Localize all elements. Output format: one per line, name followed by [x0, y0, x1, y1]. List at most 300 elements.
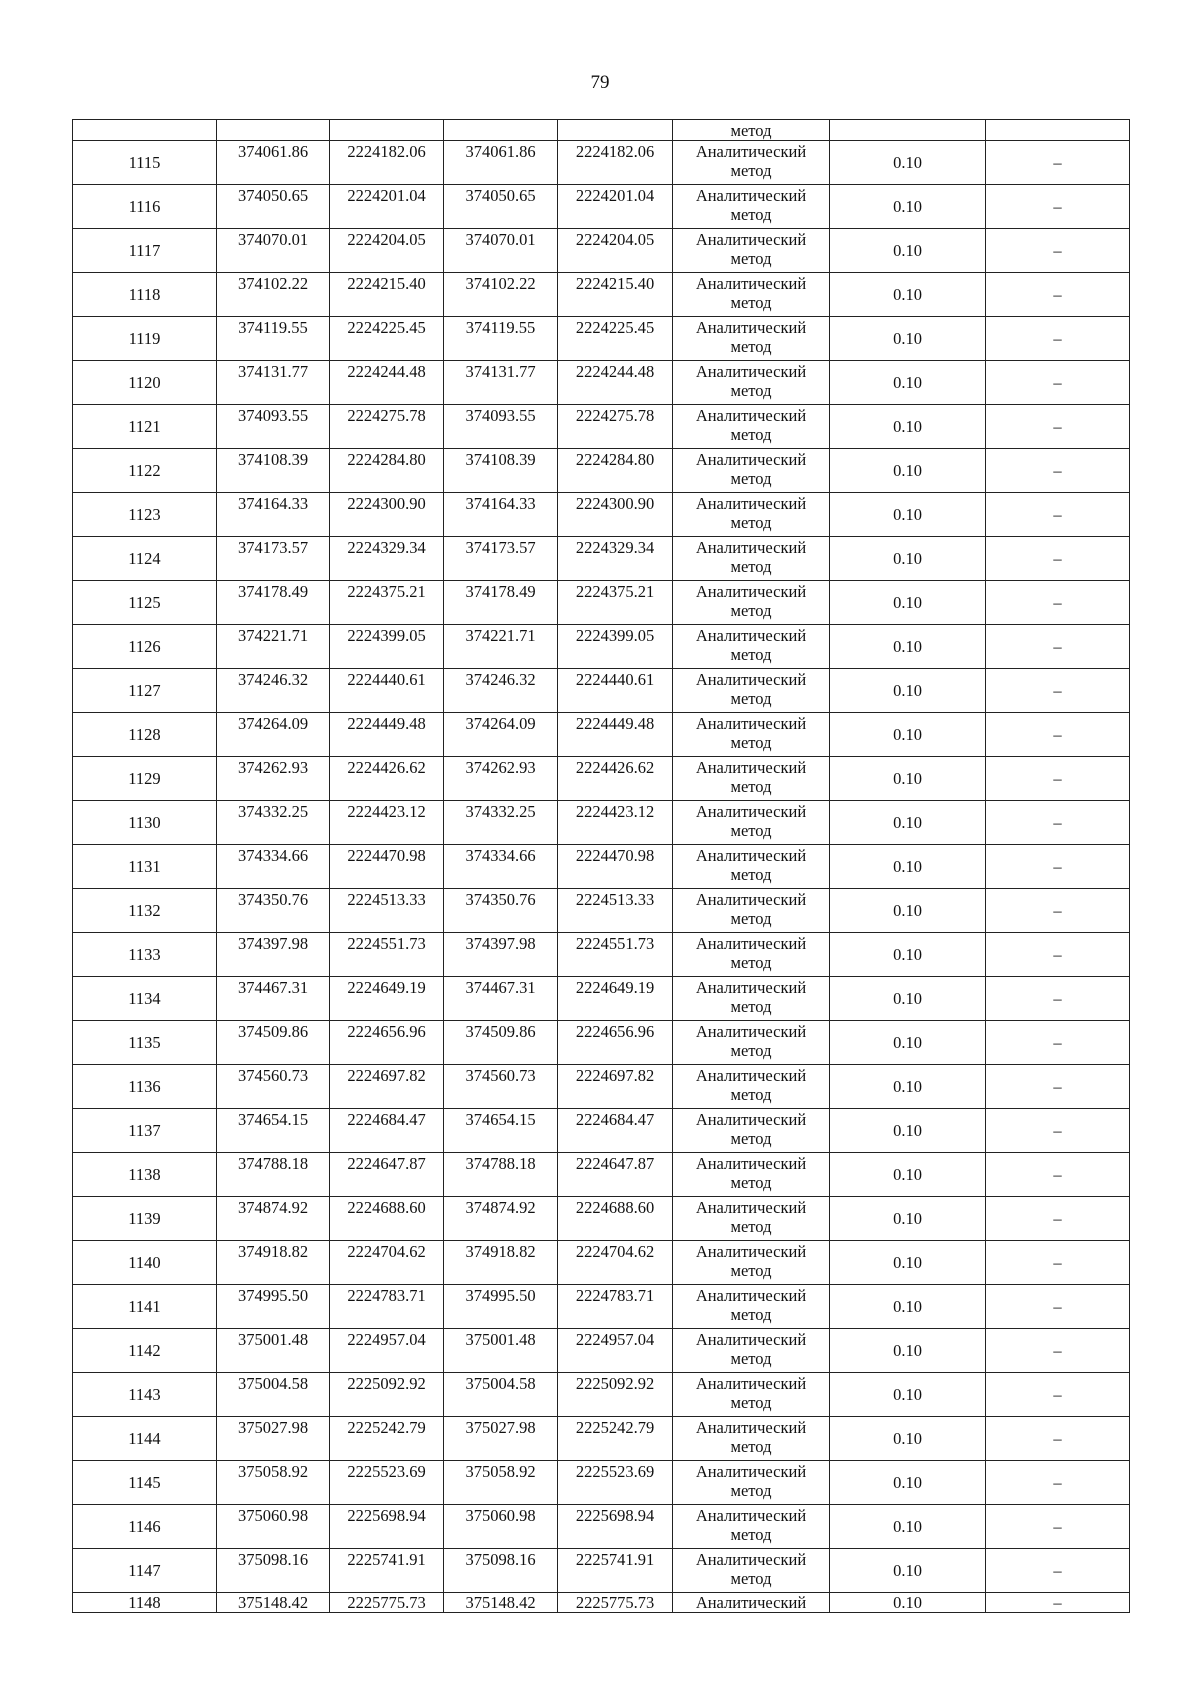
coord-y-1: 2224215.40	[330, 273, 444, 317]
point-number: 1139	[73, 1197, 217, 1241]
coord-x-1: 374070.01	[217, 229, 330, 273]
method-cell	[673, 1153, 830, 1197]
coord-x-1: 375027.98	[217, 1417, 330, 1461]
table-row	[73, 449, 1130, 493]
coord-x-1: 374050.65	[217, 185, 330, 229]
coord-x-1: 374654.15	[217, 1109, 330, 1153]
method-line-1: Аналитический	[695, 670, 807, 689]
coord-x-2: 374874.92	[444, 1197, 558, 1241]
coord-x-2: 374093.55	[444, 405, 558, 449]
coord-y-1: 2224201.04	[330, 185, 444, 229]
coord-y-2: 2224423.12	[558, 801, 673, 845]
table-row	[73, 1505, 1130, 1549]
note-dash: –	[986, 1329, 1130, 1373]
table-row	[73, 185, 1130, 229]
accuracy-value: 0.10	[830, 1593, 986, 1613]
method-line-2: метод	[730, 1569, 772, 1588]
coord-x-1: 374061.86	[217, 141, 330, 185]
coord-x-1: 374119.55	[217, 317, 330, 361]
method-line-1: Аналитический	[695, 362, 807, 381]
coord-y-1: 2224647.87	[330, 1153, 444, 1197]
method-cell	[673, 1285, 830, 1329]
coord-y-2: 2224449.48	[558, 713, 673, 757]
note-dash: –	[986, 1417, 1130, 1461]
coord-x-1: 374397.98	[217, 933, 330, 977]
coord-x-2: 375098.16	[444, 1549, 558, 1593]
method-cell	[673, 1417, 830, 1461]
note-dash: –	[986, 1153, 1130, 1197]
coord-x-2: 374397.98	[444, 933, 558, 977]
coord-x-2: 374178.49	[444, 581, 558, 625]
method-line-1: Аналитический	[695, 1506, 807, 1525]
accuracy-value: 0.10	[830, 845, 986, 889]
note-dash: –	[986, 1197, 1130, 1241]
note-dash: –	[986, 317, 1130, 361]
coord-y-2: 2224704.62	[558, 1241, 673, 1285]
table-row	[73, 1461, 1130, 1505]
coord-y-1: 2225698.94	[330, 1505, 444, 1549]
coord-x-1: 374093.55	[217, 405, 330, 449]
coord-x-2: 374560.73	[444, 1065, 558, 1109]
coord-y-2: 2224284.80	[558, 449, 673, 493]
point-number: 1129	[73, 757, 217, 801]
method-line-1: Аналитический	[695, 494, 807, 513]
point-number: 1118	[73, 273, 217, 317]
point-number: 1121	[73, 405, 217, 449]
method-cell	[673, 1461, 830, 1505]
method-line-1: Аналитический	[695, 1154, 807, 1173]
method-line-2: метод	[730, 205, 772, 224]
coord-y-2: 2224275.78	[558, 405, 673, 449]
coord-y-1: 2224399.05	[330, 625, 444, 669]
method-cell	[673, 229, 830, 273]
method-cell	[673, 1329, 830, 1373]
method-line-2: метод	[730, 1481, 772, 1500]
accuracy-value: 0.10	[830, 1285, 986, 1329]
coord-x-2: 374164.33	[444, 493, 558, 537]
method-line-1: Аналитический	[695, 318, 807, 337]
note-dash: –	[986, 845, 1130, 889]
coord-x-2: 374070.01	[444, 229, 558, 273]
accuracy-value: 0.10	[830, 669, 986, 713]
table-row	[73, 669, 1130, 713]
accuracy-value: 0.10	[830, 977, 986, 1021]
method-line-2: метод	[730, 1129, 772, 1148]
coord-y-1: 2225523.69	[330, 1461, 444, 1505]
coord-x-2: 375060.98	[444, 1505, 558, 1549]
table-row	[73, 1109, 1130, 1153]
coord-x-1: 375001.48	[217, 1329, 330, 1373]
coord-x-2: 374050.65	[444, 185, 558, 229]
accuracy-value: 0.10	[830, 229, 986, 273]
method-line-1: Аналитический	[695, 1110, 807, 1129]
accuracy-value: 0.10	[830, 317, 986, 361]
coord-x-1: 374350.76	[217, 889, 330, 933]
point-number: 1148	[73, 1593, 217, 1613]
table-row	[73, 581, 1130, 625]
table-row	[73, 537, 1130, 581]
method-line-1: Аналитический	[695, 1242, 807, 1261]
coord-y-2: 2224647.87	[558, 1153, 673, 1197]
method-line-2: метод	[730, 249, 772, 268]
method-cell	[673, 1197, 830, 1241]
coord-y-1: 2225775.73	[330, 1593, 444, 1613]
method-line-1: Аналитический	[695, 890, 807, 909]
method-line-1: Аналитический	[695, 1066, 807, 1085]
note-dash: –	[986, 1549, 1130, 1593]
note-dash: –	[986, 713, 1130, 757]
table-row	[73, 1241, 1130, 1285]
method-line-1: Аналитический	[695, 538, 807, 557]
point-number: 1135	[73, 1021, 217, 1065]
table-row	[73, 1021, 1130, 1065]
coord-y-2: 2224470.98	[558, 845, 673, 889]
coord-x-1: 374332.25	[217, 801, 330, 845]
method-line-2: метод	[730, 1437, 772, 1456]
coord-y-1: 2225092.92	[330, 1373, 444, 1417]
note-dash: –	[986, 1285, 1130, 1329]
method-cell	[673, 1065, 830, 1109]
coord-y-2: 2224551.73	[558, 933, 673, 977]
note-dash: –	[986, 625, 1130, 669]
coord-y-1: 2224688.60	[330, 1197, 444, 1241]
coord-y-2: 2224215.40	[558, 273, 673, 317]
coord-y-1: 2224513.33	[330, 889, 444, 933]
coord-x-2: 374654.15	[444, 1109, 558, 1153]
point-number: 1115	[73, 141, 217, 185]
method-line-2: метод	[730, 777, 772, 796]
coord-y-1: 2224329.34	[330, 537, 444, 581]
point-number: 1145	[73, 1461, 217, 1505]
note-dash: –	[986, 185, 1130, 229]
note-dash: –	[986, 757, 1130, 801]
coord-x-2: 374173.57	[444, 537, 558, 581]
table-row	[73, 1153, 1130, 1197]
method-line-1: Аналитический	[695, 802, 807, 821]
coord-x-2: 374467.31	[444, 977, 558, 1021]
coord-y-2: 2224244.48	[558, 361, 673, 405]
method-cell	[673, 361, 830, 405]
coord-x-1: 374108.39	[217, 449, 330, 493]
coord-x-2: 374246.32	[444, 669, 558, 713]
note-dash: –	[986, 1241, 1130, 1285]
method-line-2: метод	[730, 1173, 772, 1192]
coord-x-1: 375060.98	[217, 1505, 330, 1549]
method-line-2: метод	[730, 1085, 772, 1104]
method-cell	[673, 185, 830, 229]
coord-y-1: 2224684.47	[330, 1109, 444, 1153]
method-cell	[673, 493, 830, 537]
method-line-1: Аналитический	[695, 846, 807, 865]
coord-y-1: 2224375.21	[330, 581, 444, 625]
method-line-2: метод	[730, 513, 772, 532]
coord-x-2: 375001.48	[444, 1329, 558, 1373]
coord-x-2: 374788.18	[444, 1153, 558, 1197]
table-row	[73, 845, 1130, 889]
point-number: 1128	[73, 713, 217, 757]
method-line-1: Аналитический	[695, 626, 807, 645]
method-cell	[673, 889, 830, 933]
note-dash: –	[986, 141, 1130, 185]
note-dash: –	[986, 581, 1130, 625]
coord-y-1: 2224244.48	[330, 361, 444, 405]
coord-y-1: 2224783.71	[330, 1285, 444, 1329]
accuracy-value: 0.10	[830, 1153, 986, 1197]
method-line-2: метод	[730, 865, 772, 884]
point-number: 1138	[73, 1153, 217, 1197]
accuracy-value: 0.10	[830, 537, 986, 581]
method-line-2: метод	[730, 469, 772, 488]
coord-x-2: 374221.71	[444, 625, 558, 669]
coord-x-2: 374918.82	[444, 1241, 558, 1285]
coord-y-2: 2224649.19	[558, 977, 673, 1021]
coord-x-1: 374509.86	[217, 1021, 330, 1065]
coord-x-2: 374264.09	[444, 713, 558, 757]
table-row	[73, 977, 1130, 1021]
coord-x-1: 374164.33	[217, 493, 330, 537]
method-cell	[673, 1241, 830, 1285]
point-number: 1147	[73, 1549, 217, 1593]
method-line-1: Аналитический	[695, 978, 807, 997]
coord-x-1: 374262.93	[217, 757, 330, 801]
coord-x-1: 374173.57	[217, 537, 330, 581]
method-cell	[673, 141, 830, 185]
table-row	[73, 625, 1130, 669]
coord-y-2: 2224182.06	[558, 141, 673, 185]
coord-x-1: 374264.09	[217, 713, 330, 757]
note-dash: –	[986, 1065, 1130, 1109]
point-number: 1141	[73, 1285, 217, 1329]
coord-x-1: 374918.82	[217, 1241, 330, 1285]
point-number: 1131	[73, 845, 217, 889]
method-line-2: метод	[730, 1525, 772, 1544]
method-line-2: метод	[730, 381, 772, 400]
note-dash: –	[986, 1461, 1130, 1505]
note-dash: –	[986, 669, 1130, 713]
method-line-1: Аналитический	[695, 1022, 807, 1041]
coord-x-2: 374131.77	[444, 361, 558, 405]
accuracy-value: 0.10	[830, 405, 986, 449]
accuracy-value: 0.10	[830, 1021, 986, 1065]
method-cell	[673, 933, 830, 977]
method-cell	[673, 713, 830, 757]
carry-cell-number	[73, 120, 217, 141]
carry-cell-y2	[558, 120, 673, 141]
note-dash: –	[986, 361, 1130, 405]
coord-y-1: 2224449.48	[330, 713, 444, 757]
table-row	[73, 1373, 1130, 1417]
method-line-2: метод	[730, 1217, 772, 1236]
coord-y-2: 2224204.05	[558, 229, 673, 273]
table-row	[73, 1549, 1130, 1593]
method-line-2: метод	[730, 821, 772, 840]
point-number: 1130	[73, 801, 217, 845]
method-line-1: Аналитический	[695, 450, 807, 469]
table-row	[73, 405, 1130, 449]
accuracy-value: 0.10	[830, 493, 986, 537]
method-cell	[673, 581, 830, 625]
table-row-last	[73, 1593, 1130, 1613]
coord-x-1: 374102.22	[217, 273, 330, 317]
accuracy-value: 0.10	[830, 1549, 986, 1593]
point-number: 1143	[73, 1373, 217, 1417]
coord-x-2: 374102.22	[444, 273, 558, 317]
coord-x-1: 374334.66	[217, 845, 330, 889]
carry-cell-note	[986, 120, 1130, 141]
carry-cell-x2	[444, 120, 558, 141]
coord-y-2: 2225523.69	[558, 1461, 673, 1505]
carry-cell-y1	[330, 120, 444, 141]
coord-y-1: 2224470.98	[330, 845, 444, 889]
coord-y-1: 2224656.96	[330, 1021, 444, 1065]
coord-y-2: 2224957.04	[558, 1329, 673, 1373]
coord-y-2: 2224300.90	[558, 493, 673, 537]
method-line-1: Аналитический	[695, 758, 807, 777]
method-line-1: Аналитический	[695, 934, 807, 953]
method-line-2: метод	[730, 293, 772, 312]
method-line-1: Аналитический	[695, 1374, 807, 1393]
coord-y-2: 2225092.92	[558, 1373, 673, 1417]
table-row	[73, 493, 1130, 537]
method-line-2: метод	[730, 733, 772, 752]
accuracy-value: 0.10	[830, 1197, 986, 1241]
accuracy-value: 0.10	[830, 889, 986, 933]
note-dash: –	[986, 273, 1130, 317]
point-number: 1125	[73, 581, 217, 625]
coord-y-2: 2224399.05	[558, 625, 673, 669]
method-line-2: метод	[730, 557, 772, 576]
table-row	[73, 229, 1130, 273]
method-line-1: Аналитический	[695, 230, 807, 249]
note-dash: –	[986, 933, 1130, 977]
method-line-2: метод	[730, 337, 772, 356]
note-dash: –	[986, 1593, 1130, 1613]
coord-x-2: 374509.86	[444, 1021, 558, 1065]
point-number: 1119	[73, 317, 217, 361]
coord-x-1: 375004.58	[217, 1373, 330, 1417]
coord-y-1: 2224649.19	[330, 977, 444, 1021]
coord-x-1: 375098.16	[217, 1549, 330, 1593]
coord-y-2: 2225741.91	[558, 1549, 673, 1593]
coord-x-2: 374108.39	[444, 449, 558, 493]
point-number: 1124	[73, 537, 217, 581]
method-cell	[673, 625, 830, 669]
coord-y-2: 2224513.33	[558, 889, 673, 933]
table-row	[73, 1065, 1130, 1109]
method-line-2: метод	[730, 1393, 772, 1412]
point-number: 1117	[73, 229, 217, 273]
table-row	[73, 1285, 1130, 1329]
method-cell	[673, 273, 830, 317]
coord-y-1: 2224284.80	[330, 449, 444, 493]
method-line-2: метод	[730, 1261, 772, 1280]
accuracy-value: 0.10	[830, 1505, 986, 1549]
method-line-1: Аналитический	[695, 274, 807, 293]
coord-y-1: 2224204.05	[330, 229, 444, 273]
accuracy-value: 0.10	[830, 185, 986, 229]
coord-y-2: 2224697.82	[558, 1065, 673, 1109]
coord-x-1: 374467.31	[217, 977, 330, 1021]
table-row	[73, 273, 1130, 317]
method-cell	[673, 449, 830, 493]
note-dash: –	[986, 405, 1130, 449]
point-number: 1126	[73, 625, 217, 669]
coord-x-2: 375058.92	[444, 1461, 558, 1505]
point-number: 1137	[73, 1109, 217, 1153]
accuracy-value: 0.10	[830, 1461, 986, 1505]
coord-x-1: 374131.77	[217, 361, 330, 405]
table-row	[73, 713, 1130, 757]
accuracy-value: 0.10	[830, 449, 986, 493]
coord-x-1: 375058.92	[217, 1461, 330, 1505]
coord-x-2: 375004.58	[444, 1373, 558, 1417]
coord-x-1: 374874.92	[217, 1197, 330, 1241]
note-dash: –	[986, 977, 1130, 1021]
accuracy-value: 0.10	[830, 273, 986, 317]
coord-y-2: 2224225.45	[558, 317, 673, 361]
method-cell	[673, 537, 830, 581]
note-dash: –	[986, 493, 1130, 537]
coord-y-2: 2224375.21	[558, 581, 673, 625]
method-line-2: метод	[730, 997, 772, 1016]
accuracy-value: 0.10	[830, 1241, 986, 1285]
coord-y-2: 2225775.73	[558, 1593, 673, 1613]
note-dash: –	[986, 1109, 1130, 1153]
table-row	[73, 1197, 1130, 1241]
coord-x-1: 375148.42	[217, 1593, 330, 1613]
coord-x-1: 374788.18	[217, 1153, 330, 1197]
coord-x-1: 374178.49	[217, 581, 330, 625]
point-number: 1127	[73, 669, 217, 713]
coordinates-table	[72, 119, 1130, 1613]
coord-x-1: 374221.71	[217, 625, 330, 669]
coord-y-1: 2224225.45	[330, 317, 444, 361]
method-cell	[673, 845, 830, 889]
carry-cell-accuracy	[830, 120, 986, 141]
method-line-2: метод	[730, 601, 772, 620]
coord-y-1: 2224182.06	[330, 141, 444, 185]
method-cell	[673, 1373, 830, 1417]
method-line-2: метод	[730, 953, 772, 972]
accuracy-value: 0.10	[830, 933, 986, 977]
note-dash: –	[986, 1373, 1130, 1417]
carry-cell-method: метод	[673, 120, 830, 141]
method-cell: Аналитический	[673, 1593, 830, 1613]
method-line-1: Аналитический	[695, 1330, 807, 1349]
coord-x-1: 374246.32	[217, 669, 330, 713]
point-number: 1123	[73, 493, 217, 537]
point-number: 1136	[73, 1065, 217, 1109]
accuracy-value: 0.10	[830, 801, 986, 845]
point-number: 1144	[73, 1417, 217, 1461]
coord-y-2: 2225242.79	[558, 1417, 673, 1461]
coord-x-2: 374262.93	[444, 757, 558, 801]
table-row	[73, 1417, 1130, 1461]
coord-y-2: 2224688.60	[558, 1197, 673, 1241]
method-cell	[673, 757, 830, 801]
coord-y-2: 2224656.96	[558, 1021, 673, 1065]
method-cell	[673, 1109, 830, 1153]
coord-x-2: 375027.98	[444, 1417, 558, 1461]
coord-y-2: 2225698.94	[558, 1505, 673, 1549]
coord-y-1: 2224426.62	[330, 757, 444, 801]
coord-y-2: 2224426.62	[558, 757, 673, 801]
coord-y-1: 2224704.62	[330, 1241, 444, 1285]
table-row	[73, 933, 1130, 977]
accuracy-value: 0.10	[830, 1373, 986, 1417]
method-line-2: метод	[730, 689, 772, 708]
coord-x-2: 374350.76	[444, 889, 558, 933]
